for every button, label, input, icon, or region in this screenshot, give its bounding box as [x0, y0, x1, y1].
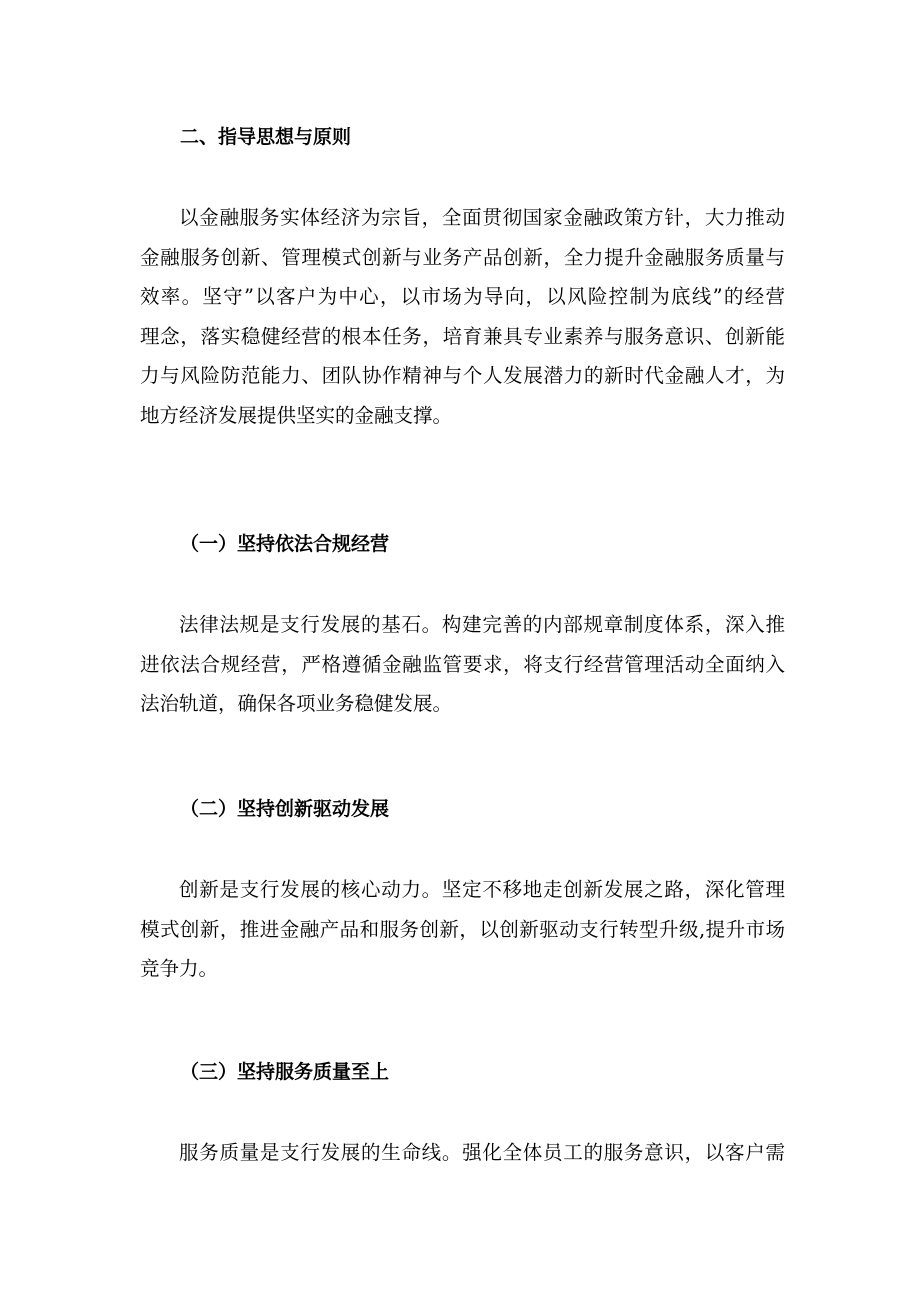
paragraph-line: 效率。坚守”以客户为中心，以市场为导向，以风险控制为底线”的经营 [140, 285, 785, 308]
paragraph-line: 以金融服务实体经济为宗旨，全面贯彻国家金融政策方针，大力推动 [179, 206, 785, 229]
subheading-1: （一）坚持依法合规经营 [180, 533, 390, 555]
sub3-paragraph [140, 1133, 785, 1173]
paragraph-line: 地方经济发展提供坚实的金融支撑。 [140, 403, 453, 427]
paragraph-line: 金融服务创新、管理模式创新与业务产品创新，全力提升金融服务质量与 [140, 245, 785, 269]
subheading-2: （二）坚持创新驱动发展 [180, 798, 390, 820]
paragraph-line: 竞争力。 [140, 957, 219, 980]
section-heading: 二、指导思想与原则 [180, 126, 352, 148]
paragraph-line: 创新是支行发展的核心动力。坚定不移地走创新发展之路，深化管理 [179, 878, 785, 901]
paragraph-line: 理念，落实稳健经营的根本任务，培育兼具专业素养与服务意识、创新能 [140, 324, 785, 348]
paragraph-line: 模式创新，推进金融产品和服务创新，以创新驱动支行转型升级,提升市场 [140, 917, 785, 941]
paragraph-line: 服务质量是支行发展的生命线。强化全体员工的服务意识，以客户需 [179, 1141, 785, 1164]
paragraph-line: 法治轨道，确保各项业务稳健发展。 [140, 692, 453, 715]
sub2-paragraph [140, 870, 785, 989]
paragraph-line: 力与风险防范能力、团队协作精神与个人发展潜力的新时代金融人才，为 [140, 364, 785, 387]
paragraph-line: 进依法合规经营，严格遵循金融监管要求，将支行经营管理活动全面纳入 [140, 652, 785, 676]
subheading-3: （三）坚持服务质量至上 [180, 1061, 390, 1083]
paragraph-line: 法律法规是支行发展的基石。构建完善的内部规章制度体系，深入推 [179, 613, 785, 636]
sub1-paragraph [140, 605, 785, 724]
intro-paragraph [140, 198, 785, 435]
